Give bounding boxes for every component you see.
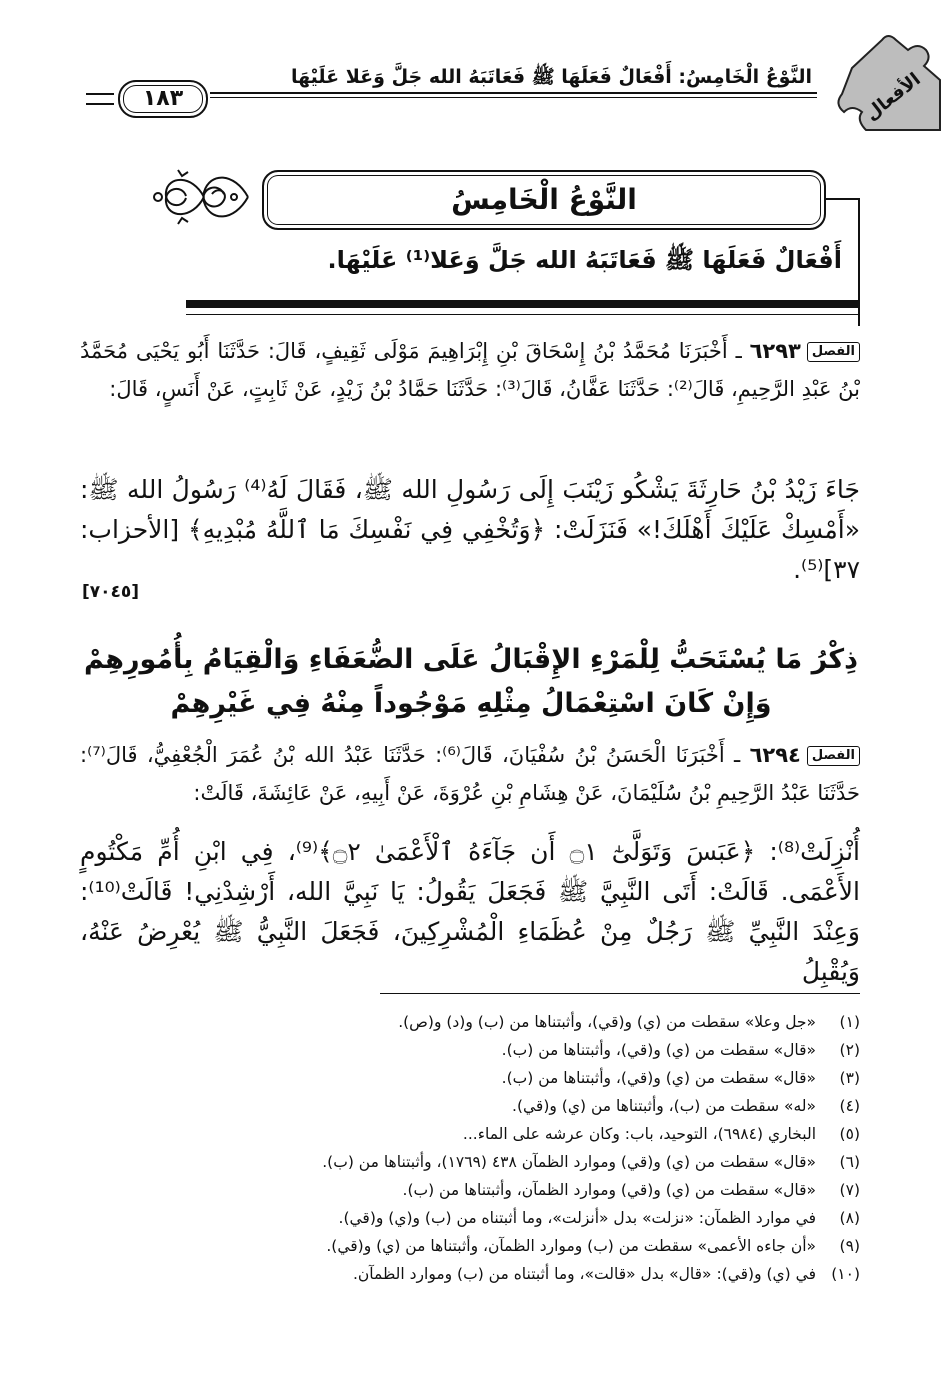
- section-divider-thick: [186, 300, 858, 308]
- header-divider: [210, 92, 817, 94]
- running-header-title: النَّوْعُ الْخَامِسُ: أَفْعَالٌ فَعَلَهَا ﷺ فَعَاتَبَهُ الله جَلَّ وَعَلا عَلَيْهَا: [290, 66, 812, 88]
- section-subtitle: أَفْعَالٌ فَعَلَهَا ﷺ فَعَاتَبَهُ الله جَلَّ وَعَلا⁽¹⁾ عَلَيْهَا.: [327, 246, 842, 274]
- section-frame-line: [858, 198, 860, 326]
- isnad-text: ـ أَخْبَرَنَا مُحَمَّدُ بْنُ إِسْحَاقَ بْنِ إِبْرَاهِيمَ مَوْلَى ثَقِيفٍ، قَالَ: حَدَّثَنَا أَبُو يَحْيَى مُحَمَّدُ بْنُ عَبْدِ الرَّحِيمِ، قَالَ⁽²⁾: حَدَّثَنَا عَفَّانُ، قَالَ⁽³⁾: حَدَّثَنَا حَمَّادُ بْنُ زَيْدٍ، عَنْ ثَابِتٍ، عَنْ أَنَسٍ، قَالَ:: [80, 339, 860, 401]
- footnote-item: (٩) «أن جاءه الأعمى» سقطت من (ب) وموارد الظمآن، وأثبتناها من (ي) و(قي).: [326, 1237, 860, 1255]
- footnote-item: (٣) «قال» سقطت من (ي) و(قي)، وأثبتناها من (ب).: [501, 1069, 860, 1087]
- puzzle-piece-shape: [838, 36, 940, 130]
- corner-label-text: الأفعال: [861, 68, 925, 125]
- footnote-item: (٤) «له» سقطت من (ب)، وأثبتناها من (ي) و(قي).: [512, 1097, 860, 1115]
- hadith-number: ٦٢٩٤: [749, 743, 801, 767]
- footnote-divider: [380, 993, 860, 994]
- footnote-item: (٦) «قال» سقطت من (ي) و(قي) وموارد الظمآن ٤٣٨ (١٧٦٩)، وأثبتناها من (ب).: [322, 1153, 860, 1171]
- hadith-reference: [٧٠٤٥]: [82, 582, 140, 602]
- footnote-item: (١) «جل وعلا» سقطت من (ي) و(قي)، وأثبتناها من (ب) و(د) و(ص).: [398, 1013, 860, 1031]
- section-frame-line: [824, 198, 860, 200]
- footnote-item: (٧) «قال» سقطت من (ي) و(قي) وموارد الظمآن، وأثبتناها من (ب).: [402, 1181, 860, 1199]
- hadith-isnad: [80, 332, 860, 408]
- isnad-text: ـ أَخْبَرَنَا الْحَسَنُ بْنُ سُفْيَانَ، قَالَ⁽⁶⁾: حَدَّثَنَا عَبْدُ الله بْنُ عُمَرَ الْجُعْفِيُّ، قَالَ⁽⁷⁾: حَدَّثَنَا عَبْدُ الرَّحِيمِ بْنُ سُلَيْمَانَ، عَنْ هِشَامِ بْنِ عُرْوَةَ، عَنْ أَبِيهِ، عَنْ عَائِشَةَ، قَالَتْ:: [80, 743, 860, 805]
- footnote-item: (٥) البخاري (٦٩٨٤)، التوحيد، باب: وكان عرشه على الماء...: [462, 1125, 860, 1143]
- header-divider-thin: [210, 97, 817, 98]
- section-title: النَّوْعُ الْخَامِسُ: [262, 170, 826, 230]
- footnote-item: (٢) «قال» سقطت من (ي) و(قي)، وأثبتناها من (ب).: [501, 1041, 860, 1059]
- fasl-badge: الفصل: [807, 342, 860, 362]
- hadith-matn: أُنْزِلَتْ⁽⁸⁾: ﴿عَبَسَ وَتَوَلَّىٰٓ ۝١ أَن جَآءَهُ ٱلْأَعْمَىٰ ۝٢﴾⁽⁹⁾، فِي ابْنِ أُمِّ مَكْتُومٍ الأَعْمَى. قَالَتْ: أَتَى النَّبِيَّ ﷺ فَجَعَلَ يَقُولُ: يَا نَبِيَّ الله، أَرْشِدْنِي! قَالَتْ⁽¹⁰⁾: وَعِنْدَ النَّبِيِّ ﷺ رَجُلٌ مِنْ عُظَمَاءِ الْمُشْرِكِينَ، فَجَعَلَ النَّبِيُّ ﷺ يُعْرِضُ عَنْهُ، وَيُقْبِلُ: [80, 837, 860, 986]
- hadith-matn: جَاءَ زَيْدُ بْنُ حَارِثَةَ يَشْكُو زَيْنَبَ إِلَى رَسُولِ الله ﷺ، فَقَالَ لَهُ⁽⁴⁾ رَسُولُ الله ﷺ: «أَمْسِكْ عَلَيْكَ أَهْلَكَ!» فَنَزَلَتْ: ﴿وَتُخْفِي فِي نَفْسِكَ مَا ٱللَّهُ مُبْدِيهِ﴾ [الأحزاب: ٣٧]⁽⁵⁾.: [80, 475, 861, 584]
- chapter-title: ذِكْرُ مَا يُسْتَحَبُّ لِلْمَرْءِ الإِقْبَالُ عَلَى الضُّعَفَاءِ وَالْقِيَامُ بِأُمُورِهِمْ وَإِنْ كَانَ اسْتِعْمَالُ مِثْلِهِ مَوْجُوداً مِنْهُ فِي غَيْرِهِمْ: [84, 644, 858, 719]
- hadith-number: ٦٢٩٣: [749, 339, 801, 363]
- page-number: ١٨٣: [118, 80, 208, 118]
- floral-ornament-icon: [148, 162, 258, 232]
- footnote-list: [120, 1008, 860, 1288]
- hadith-isnad: [80, 736, 860, 812]
- section-divider-thin: [186, 314, 858, 315]
- footnote-item: (٨) في موارد الظمآن: «نزلت» بدل «أنزلت»، وما أثبتناه من (ب) و(ي) و(قي).: [338, 1209, 860, 1227]
- footnote-item: (١٠) في (ي) و(قي): «قال» بدل «قالت»، وما أثبتناه من (ب) وموارد الظمآن.: [352, 1265, 860, 1283]
- corner-label-badge: [822, 28, 942, 133]
- fasl-badge: الفصل: [807, 746, 860, 766]
- header-left-rules: [86, 93, 114, 105]
